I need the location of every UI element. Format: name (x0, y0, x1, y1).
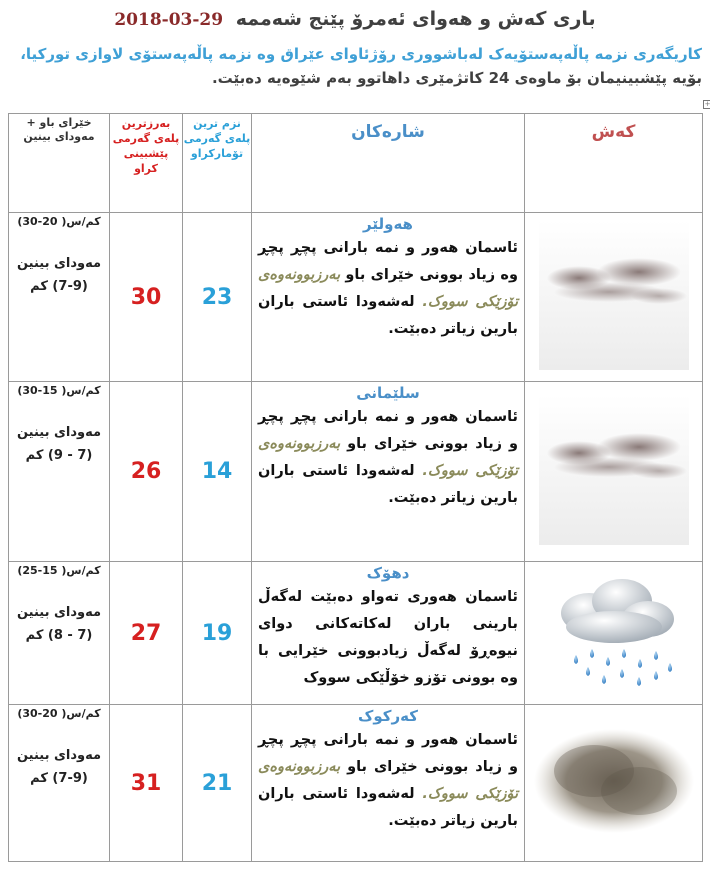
table-row (9, 705, 703, 862)
wind-speed: (30-20 )کم/س (17, 215, 101, 228)
min-temp: 19 (183, 562, 252, 705)
visibility: مەودای بینین (7 - 8) کم (16, 605, 102, 643)
city-name: سلێمانی (356, 384, 420, 402)
city-name: دهۆک (366, 564, 410, 582)
weather-icon-cell (525, 705, 703, 862)
wind-visibility-cell (9, 213, 110, 382)
wind-visibility-cell (9, 562, 110, 705)
header-min-temp: نزم ترین پلەی گەرمی تۆمارکراو (183, 114, 252, 213)
wind-speed: (30-20 )کم/س (17, 707, 101, 720)
intro-line-1: کاریگەری نزمە پاڵەپەستۆیەک لەباشووری رۆژئاوای عێراق وە نزمە پاڵەپەستۆی لاوازی تورکیا، (20, 45, 702, 63)
header-max-temp: بەرزترین پلەی گەرمی پێشبینی کراو (110, 114, 183, 213)
weather-icon-cell (525, 382, 703, 562)
intro-paragraph (8, 42, 702, 90)
forecast-text (258, 584, 518, 692)
max-temp: 31 (110, 705, 183, 862)
wind-visibility-cell (9, 705, 110, 862)
forecast-text-a: ئاسمان هەور و نمە بارانی پچڕ پچڕ و زیاد بوونی خێرای باو (258, 409, 518, 452)
table-row (9, 213, 703, 382)
forecast-text-a: ئاسمان هەور و نمە بارانی پچڕ پچڕ و زیاد بوونی خێرای باو (258, 732, 518, 775)
wind-speed: (25-15 )کم/س (17, 564, 101, 577)
page-title (0, 8, 710, 30)
wind-speed: (30-15 )کم/س (17, 384, 101, 397)
header-wind: خێرای باو + مەودای بینین (9, 114, 110, 213)
rain-cloud-icon (544, 571, 684, 691)
min-temp: 23 (183, 213, 252, 382)
min-temp: 21 (183, 705, 252, 862)
visibility: مەودای بینین (9-7) کم (16, 748, 102, 786)
table-move-handle-icon[interactable]: + (704, 100, 710, 108)
max-temp: 30 (110, 213, 183, 382)
city-forecast (252, 562, 525, 705)
city-forecast (252, 705, 525, 862)
min-temp: 14 (183, 382, 252, 562)
forecast-text-b: لەشەودا ئاستی باران بارین زیاتر دەبێت. (258, 463, 518, 506)
forecast-text (258, 235, 518, 343)
table-row (9, 562, 703, 705)
table-row (9, 382, 703, 562)
max-temp: 26 (110, 382, 183, 562)
wind-visibility-cell (9, 382, 110, 562)
dust-storm-icon (534, 721, 694, 841)
title-text: باری کەش و هەوای ئەمرۆ پێنج شەممە (235, 8, 596, 30)
header-weather: کەش (525, 114, 703, 213)
forecast-highlight: بەرزبوونەوەی تۆزێکی سووک. (258, 267, 518, 310)
forecast-text-b: لەشەودا ئاستی باران بارین زیاتر دەبێت. (258, 786, 518, 829)
header-city: شارەکان (252, 114, 525, 213)
city-forecast (252, 382, 525, 562)
weather-icon-cell (525, 213, 703, 382)
forecast-highlight: بەرزبوونەوەی تۆزێکی سووک. (258, 436, 518, 479)
weather-icon-cell (525, 562, 703, 705)
forecast-table (8, 113, 703, 862)
forecast-text (258, 727, 518, 835)
visibility: مەودای بینین (7 - 9) کم (16, 425, 102, 463)
city-name: هەولێر (363, 215, 413, 233)
forecast-text-a: ئاسمان هەوری تەواو دەبێت لەگەڵ بارینی باران لەکاتەکانی دوای نیوەڕۆ لەگەڵ زیادبوونی خێرایی با وە بوونی تۆزو خۆڵێکی سووک (258, 589, 518, 686)
table-header-row (9, 114, 703, 213)
city-forecast (252, 213, 525, 382)
city-name: کەرکوک (358, 707, 418, 725)
forecast-text-a: ئاسمان هەور و نمە بارانی پچڕ پچڕ وە زیاد بوونی خێرای باو (258, 240, 518, 283)
visibility: مەودای بینین (9-7) کم (16, 256, 102, 294)
forecast-text (258, 404, 518, 512)
max-temp: 27 (110, 562, 183, 705)
intro-line-2: بۆیە پێشبینیمان بۆ ماوەی 24 کاتژمێری داهاتوو بەم شێوەیە دەبێت. (211, 69, 702, 87)
forecast-text-b: لەشەودا ئاستی باران بارین زیاتر دەبێت. (258, 294, 518, 337)
dust-haze-icon (539, 220, 689, 370)
forecast-highlight: بەرزبوونەوەی تۆزێکی سووک. (258, 759, 518, 802)
date-label: 2018-03-29 (114, 10, 224, 30)
dust-haze-icon (539, 395, 689, 545)
